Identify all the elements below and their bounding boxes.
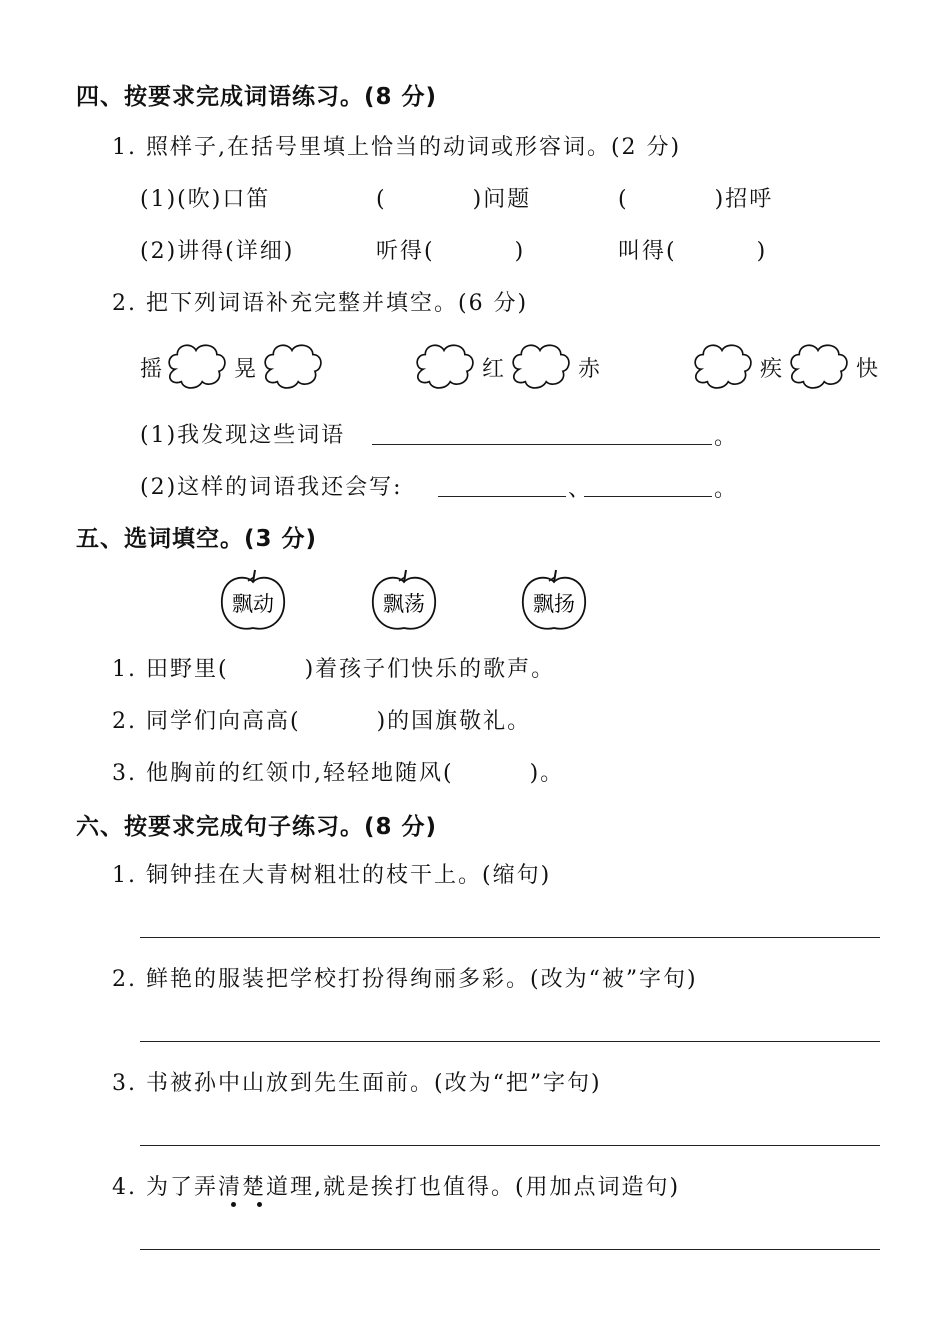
apple-word-2-text: 飘荡 — [383, 592, 425, 616]
idiom-char-5: 疾 — [760, 357, 785, 382]
idiom-char-6: 快 — [856, 357, 881, 382]
emphasis-dot-1 — [231, 1202, 236, 1207]
idiom-char-1: 摇 — [140, 357, 165, 382]
emphasis-dot-2 — [257, 1202, 262, 1207]
period-2: 。 — [714, 477, 739, 502]
cloud-blank-2[interactable] — [260, 340, 324, 390]
blank-line-sub2-a[interactable] — [438, 496, 566, 497]
example-2: (2)讲得(详细) — [140, 239, 295, 264]
section-4-title: 四、按要求完成词语练习。(8 分) — [76, 84, 438, 110]
idiom-char-4: 赤 — [578, 357, 603, 382]
cloud-blank-5[interactable] — [690, 340, 754, 390]
question-6-2: 2. 鲜艳的服装把学校打扮得绚丽多彩。(改为“被”字句) — [112, 967, 698, 992]
answer-line-4[interactable] — [140, 1249, 880, 1250]
blank-line-sub1[interactable] — [372, 444, 712, 445]
question-6-3: 3. 书被孙中山放到先生面前。(改为“把”字句) — [112, 1071, 602, 1096]
blank-row2-b[interactable]: 叫得( ) — [618, 239, 768, 264]
period-1: 。 — [714, 425, 739, 450]
question-6-1: 1. 铜钟挂在大青树粗壮的枝干上。(缩句) — [112, 863, 552, 888]
blank-line-sub2-b[interactable] — [584, 496, 712, 497]
blank-row1-b[interactable]: ( )招呼 — [618, 187, 774, 212]
apple-word-1-text: 飘动 — [232, 592, 274, 616]
question-6-4: 4. 为了弄清楚道理,就是挨打也值得。(用加点词造句) — [112, 1175, 681, 1200]
blank-row2-a[interactable]: 听得( ) — [376, 239, 526, 264]
cloud-blank-6[interactable] — [786, 340, 850, 390]
apple-word-3-text: 飘扬 — [533, 592, 575, 616]
question-4-1: 1. 照样子,在括号里填上恰当的动词或形容词。(2 分) — [112, 135, 682, 160]
fill-sentence-3[interactable]: 3. 他胸前的红领巾,轻轻地随风( )。 — [112, 761, 565, 786]
dun-mark: 、 — [568, 477, 593, 502]
cloud-blank-3[interactable] — [412, 340, 476, 390]
cloud-blank-4[interactable] — [508, 340, 572, 390]
subquestion-2: (2)这样的词语我还会写: — [140, 475, 403, 500]
cloud-blank-1[interactable] — [164, 340, 228, 390]
fill-sentence-1[interactable]: 1. 田野里( )着孩子们快乐的歌声。 — [112, 657, 556, 682]
answer-line-2[interactable] — [140, 1041, 880, 1042]
section-6-title: 六、按要求完成句子练习。(8 分) — [76, 814, 438, 840]
section-5-title: 五、选词填空。(3 分) — [76, 526, 318, 552]
fill-sentence-2[interactable]: 2. 同学们向高高( )的国旗敬礼。 — [112, 709, 532, 734]
apple-word-1 — [218, 568, 288, 634]
answer-line-1[interactable] — [140, 937, 880, 938]
answer-line-3[interactable] — [140, 1145, 880, 1146]
question-4-2: 2. 把下列词语补充完整并填空。(6 分) — [112, 291, 529, 316]
idiom-char-3: 红 — [482, 357, 507, 382]
idiom-char-2: 晃 — [234, 357, 259, 382]
blank-row1-a[interactable]: ( )问题 — [376, 187, 532, 212]
example-1: (1)(吹)口笛 — [140, 187, 271, 212]
subquestion-1: (1)我发现这些词语 — [140, 423, 346, 448]
apple-word-3 — [519, 568, 589, 634]
apple-word-2 — [369, 568, 439, 634]
